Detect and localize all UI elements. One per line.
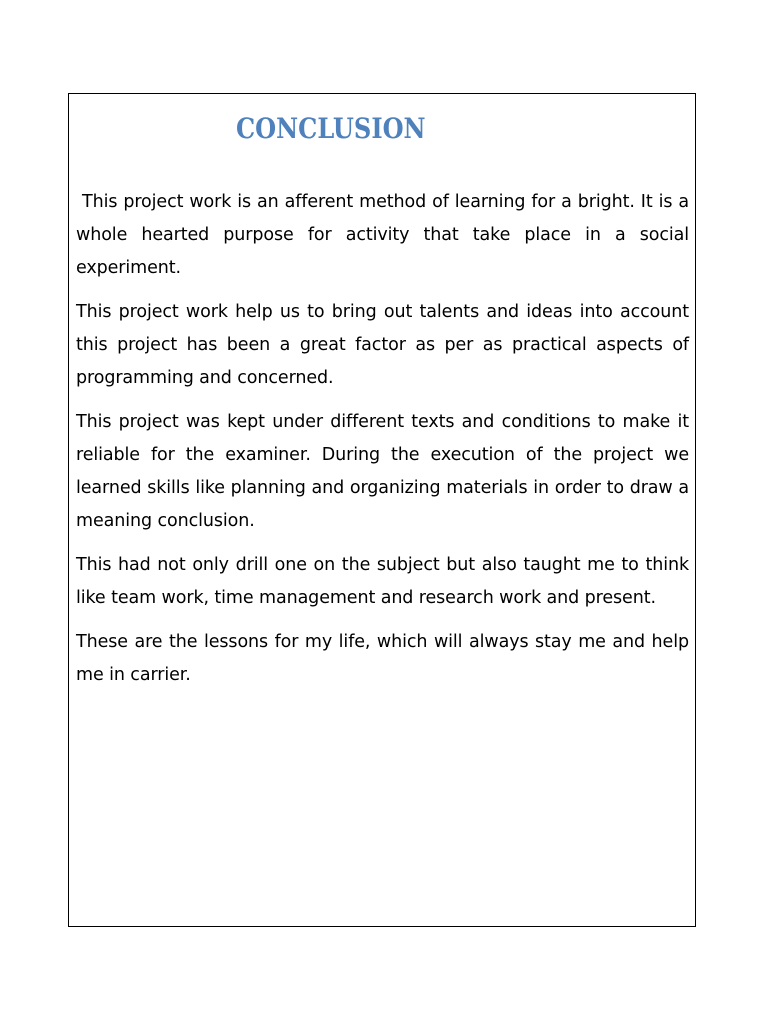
paragraph-1: This project work is an afferent method of learning for a bright. It is a whole hearted purpose for activity that take place in a social experiment.	[76, 192, 695, 278]
paragraph-3: This project was kept under different texts and conditions to make it reliable for the examiner. During the execution of the project we learned skills like planning and organizing materials in order to draw a meaning conclusion.	[76, 412, 695, 531]
page-title: CONCLUSION	[236, 112, 426, 145]
paragraph-2: This project work help us to bring out talents and ideas into account this project has been a great factor as per as practical aspects of programming and concerned.	[76, 302, 695, 388]
paragraph-5: These are the lessons for my life, which will always stay me and help me in carrier.	[76, 632, 695, 685]
paragraph-4: This had not only drill one on the subject but also taught me to think like team work, time management and research work and present.	[76, 555, 695, 608]
body-text	[76, 186, 695, 703]
